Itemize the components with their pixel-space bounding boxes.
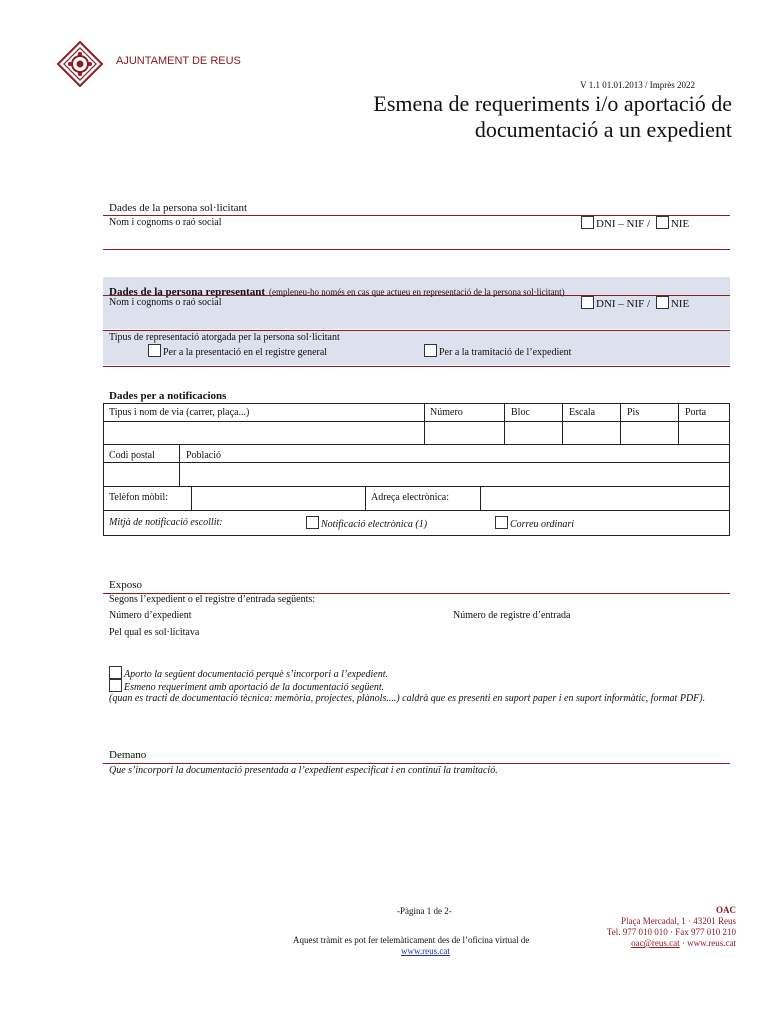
oac-block: [607, 905, 736, 949]
oac-web[interactable]: www.reus.cat: [687, 938, 736, 948]
registre-label: Número de registre d’entrada: [453, 610, 571, 621]
numero-label: Número: [430, 407, 463, 418]
representative-heading: Dades de la persona representant: [109, 286, 266, 298]
porta-label-cell: [678, 403, 730, 422]
representative-note: (empleneu-ho només en cas que actueu en representació de la persona sol·licitant): [269, 287, 565, 297]
tramitacio-checkbox[interactable]: [424, 344, 437, 357]
dni-checkbox[interactable]: [581, 216, 594, 229]
sollicitava-label: Pel qual es sol·licitava: [109, 627, 200, 638]
esmeno-checkbox[interactable]: [109, 679, 122, 692]
postal-label: Codi postal: [109, 450, 155, 461]
title-line-1: Esmena de requeriments i/o aportació de: [373, 91, 732, 116]
oac-address: Plaça Mercadal, 1 · 43201 Reus: [621, 916, 736, 926]
pis-input[interactable]: [620, 421, 679, 445]
notifications-heading: Dades per a notificacions: [109, 390, 227, 402]
esmeno-label: Esmeno requeriment amb aportació de la documentació següent.: [124, 682, 385, 693]
phone-input[interactable]: [191, 486, 366, 511]
medium-row: [103, 510, 730, 536]
org-name: AJUNTAMENT DE REUS: [116, 55, 241, 67]
title-line-2: documentació a un expedient: [474, 117, 732, 142]
option-tramitacio: [424, 344, 571, 358]
street-label-cell: [103, 403, 425, 422]
online-link-wrap: [401, 946, 450, 956]
page-title: [373, 91, 732, 143]
option-aporto: [109, 666, 388, 680]
general-checkbox[interactable]: [148, 344, 161, 357]
electronic-label: Notificació electrònica (1): [321, 519, 428, 530]
escala-input[interactable]: [562, 421, 621, 445]
electronic-checkbox[interactable]: [306, 516, 319, 529]
poblacio-label-cell: [179, 444, 730, 463]
page-number: -Pàgina 1 de 2-: [397, 906, 452, 916]
nie-label: NIE: [670, 298, 690, 310]
escala-label-cell: [562, 403, 621, 422]
electronic-option: [306, 516, 427, 530]
bloc-label: Bloc: [511, 407, 530, 418]
email-input[interactable]: [480, 486, 730, 511]
porta-label: Porta: [685, 407, 707, 418]
expedient-label: Número d’expedient: [109, 610, 192, 621]
postal-input[interactable]: [103, 462, 180, 487]
mail-checkbox[interactable]: [495, 516, 508, 529]
medium-label: Mitjà de notificació escollit:: [109, 517, 223, 528]
escala-label: Escala: [569, 407, 596, 418]
exposo-intro: Segons l’expedient o el registre d’entrada següents:: [109, 594, 316, 605]
reus-seal-icon: [56, 40, 104, 88]
divider: [103, 763, 730, 764]
representation-type-label: Tipus de representació atorgada per la persona sol·licitant: [109, 332, 340, 343]
option-general: [148, 344, 327, 358]
oac-separator: ·: [679, 938, 688, 948]
aporto-checkbox[interactable]: [109, 666, 122, 679]
phone-label-cell: [103, 486, 192, 511]
porta-input[interactable]: [678, 421, 730, 445]
nie-checkbox[interactable]: [656, 216, 669, 229]
demano-text: Que s’incorpori la documentació presentada a l’expedient especificat i en continuï la tramitació.: [109, 765, 498, 776]
pis-label: Pis: [627, 407, 640, 418]
applicant-name-label: Nom i cognoms o raó social: [109, 217, 222, 228]
oac-email[interactable]: oac@reus.cat: [631, 938, 680, 948]
postal-label-cell: [103, 444, 180, 463]
numero-input[interactable]: [424, 421, 505, 445]
applicant-heading: Dades de la persona sol·licitant: [109, 202, 248, 214]
exposo-note: (quan es tracti de documentació tècnica: memòria, projectes, plànols....) caldrà que es presenti en suport paper i en suport informàtic, format PDF).: [109, 693, 706, 704]
demano-heading: Demano: [109, 749, 147, 761]
online-link[interactable]: www.reus.cat: [401, 946, 450, 956]
email-label-cell: [365, 486, 481, 511]
applicant-id-type: [581, 216, 689, 230]
street-label: Tipus i nom de via (carrer, plaça...): [109, 407, 250, 418]
email-label: Adreça electrònica:: [371, 492, 450, 503]
bloc-input[interactable]: [504, 421, 563, 445]
oac-title: OAC: [716, 905, 736, 915]
aporto-label: Aporto la següent documentació perquè s’incorpori a l’expedient.: [124, 669, 389, 680]
street-input[interactable]: [103, 421, 425, 445]
divider: [103, 330, 730, 331]
poblacio-input[interactable]: [179, 462, 730, 487]
pis-label-cell: [620, 403, 679, 422]
exposo-heading: Exposo: [109, 579, 142, 591]
nie-checkbox[interactable]: [656, 296, 669, 309]
numero-label-cell: [424, 403, 505, 422]
divider: [103, 249, 730, 250]
mail-option: [495, 516, 574, 530]
representative-id-type: [581, 296, 689, 310]
divider: [103, 366, 730, 367]
version-label: V 1.1 01.01.2013 / Imprès 2022: [580, 80, 695, 90]
bloc-label-cell: [504, 403, 563, 422]
dni-label: DNI – NIF /: [596, 298, 651, 310]
oac-phone: Tel. 977 010 010 · Fax 977 010 210: [606, 927, 736, 937]
option-esmeno: [109, 679, 384, 693]
phone-label: Telèfon mòbil:: [109, 492, 169, 503]
option-tramitacio-label: Per a la tramitació de l’expedient: [439, 347, 572, 358]
dni-label: DNI – NIF /: [596, 218, 651, 230]
representative-name-label: Nom i cognoms o raó social: [109, 297, 222, 308]
logo: [56, 40, 104, 93]
dni-checkbox[interactable]: [581, 296, 594, 309]
mail-label: Correu ordinari: [510, 519, 574, 530]
online-text: Aquest tràmit es pot fer telemàticament des de l’oficina virtual de: [293, 935, 530, 945]
oac-contact: [607, 938, 736, 949]
option-general-label: Per a la presentació en el registre general: [163, 347, 328, 358]
nie-label: NIE: [670, 218, 690, 230]
poblacio-label: Població: [186, 450, 221, 461]
